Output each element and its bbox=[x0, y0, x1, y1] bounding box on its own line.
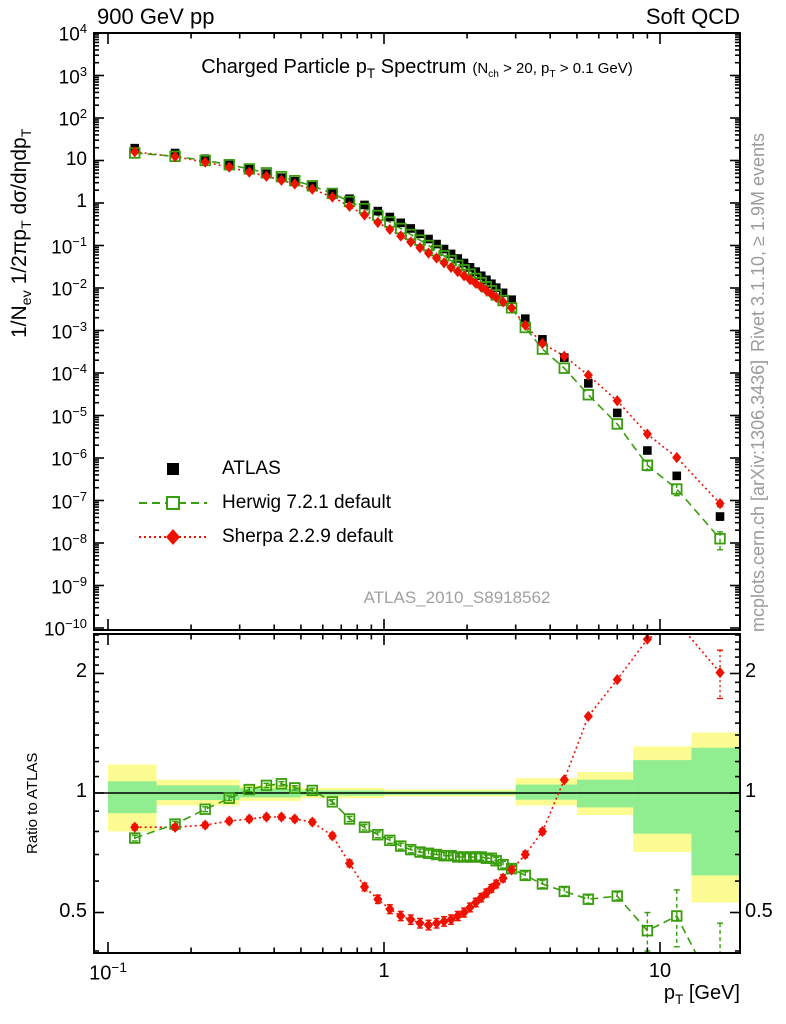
title-text: Charged Particle p bbox=[201, 56, 367, 78]
ratio-axis-title: Ratio to ATLAS bbox=[24, 752, 41, 854]
y-axis-tick-label: 10 bbox=[65, 148, 87, 170]
legend-item-herwig bbox=[138, 486, 393, 520]
ratio-tick-label-right: 1 bbox=[745, 780, 757, 802]
plot-title: Charged Particle $p_T$ Spectrum ($N_{ch} > 20$, $p_T > 0.1$ GeV) bbox=[201, 56, 633, 81]
x-axis-tick-label: 10 bbox=[648, 960, 672, 982]
beam-energy-label: 900 GeV pp bbox=[97, 4, 215, 29]
uncertainty-bands bbox=[108, 733, 740, 903]
ratio-tick-label-right: 0.5 bbox=[745, 899, 773, 922]
analysis-id-watermark: ATLAS_2010_S8918562 bbox=[363, 588, 551, 607]
y-axis-tick-label: $10^{-5}$ bbox=[51, 403, 87, 428]
legend-label: ATLAS bbox=[222, 458, 281, 479]
y-axis-tick-label: $10^{-8}$ bbox=[51, 531, 87, 556]
y-axis-tick-label: $10^{-10}$ bbox=[43, 616, 87, 641]
y-axis-tick-label: $10^{-3}$ bbox=[51, 318, 87, 343]
ratio-tick-label-left: 2 bbox=[75, 660, 87, 683]
y-axis-tick-label: $10^{-4}$ bbox=[51, 361, 87, 386]
y-axis-tick-label: $10^{-2}$ bbox=[51, 276, 87, 301]
mcplots-citation-note: mcplots.cern.ch [arXiv:1306.3436] bbox=[748, 359, 768, 632]
ratio-tick-label-left: 0.5 bbox=[59, 899, 87, 922]
selection-cuts-label: ($N_{ch} > 20$, $p_T > 0.1$ GeV) bbox=[472, 60, 633, 80]
y-axis-tick-label: $10^{-9}$ bbox=[51, 573, 87, 598]
y-axis-tick-label: $10^{-1}$ bbox=[51, 233, 87, 258]
legend bbox=[138, 452, 393, 554]
y-axis-title: $1/N_{ev}$ $1/2\pi p_T$ dσ/dηdp$_T$ bbox=[8, 128, 36, 338]
red-dotted-diamond-marker-icon bbox=[138, 526, 208, 548]
legend-item-sherpa bbox=[138, 520, 393, 554]
generator-version-note: Rivet 3.1.10, ≥ 1.9M events bbox=[748, 133, 768, 352]
y-axis-tick-label: $10^{-6}$ bbox=[51, 446, 87, 471]
x-axis-tick-label: 1 bbox=[378, 960, 390, 982]
legend-label: Herwig 7.2.1 default bbox=[222, 492, 391, 513]
green-dashed-open-square-marker-icon bbox=[138, 492, 208, 514]
ratio-tick-label-right: 2 bbox=[745, 660, 757, 683]
legend-item-atlas bbox=[138, 452, 393, 486]
ratio-tick-label-left: 1 bbox=[75, 780, 87, 802]
y-axis-tick-label: $10^{-7}$ bbox=[51, 488, 87, 513]
x-axis-tick-label: $10^{-1}$ bbox=[89, 960, 127, 985]
x-axis-title: $p_T$ [GeV] bbox=[663, 982, 740, 1007]
black-square-marker-icon bbox=[138, 458, 208, 480]
y-axis-tick-label: 1 bbox=[76, 191, 87, 212]
legend-label: Sherpa 2.2.9 default bbox=[222, 526, 394, 547]
y-axis-tick-label: $10^2$ bbox=[58, 106, 87, 131]
process-group-label: Soft QCD bbox=[645, 4, 740, 29]
y-axis-tick-label: $10^4$ bbox=[58, 21, 87, 46]
y-axis-tick-label: $10^3$ bbox=[58, 63, 87, 88]
